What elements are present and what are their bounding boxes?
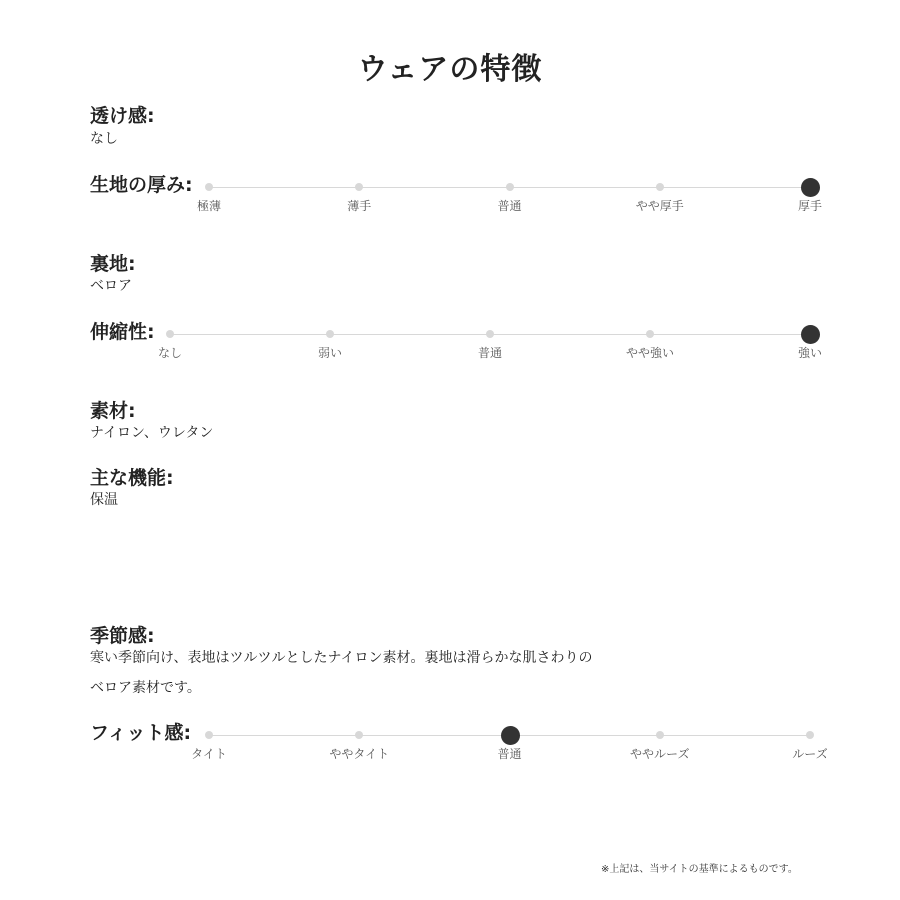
stretch-scale-option-label: 普通 (477, 346, 503, 360)
thickness-scale-option-label: 薄手 (347, 199, 372, 213)
footnote: ※上記は、当サイトの基準によるものです。 (601, 864, 798, 875)
fit-scale-option-label: ややタイト (329, 747, 390, 761)
stretch-scale-dot (326, 330, 334, 338)
thickness-scale-dot (656, 183, 664, 191)
fit-scale-dot (806, 731, 814, 739)
stretch-scale-option-label: 弱い (317, 346, 343, 360)
fit-scale (191, 735, 828, 775)
material-value: ナイロン、ウレタン (90, 425, 214, 441)
material-label: 素材: (90, 400, 136, 422)
thickness-scale-dot (355, 183, 363, 191)
fit-scale-option-label: 普通 (497, 747, 522, 761)
fit-scale-option-label: ややルーズ (630, 747, 690, 761)
stretch-scale-option-label: やや強い (625, 346, 675, 360)
stretch-scale-option-label: 強い (797, 346, 823, 360)
lining-value: ベロア (90, 278, 132, 294)
fit-scale-dot (355, 731, 363, 739)
thickness-scale-option-label: 極薄 (196, 199, 222, 213)
thickness-scale-option-label: 普通 (497, 199, 522, 213)
season-description-line1: 寒い季節向け、表地はツルツルとしたナイロン素材。裏地は滑らかな肌さわりの (90, 650, 593, 666)
stretch-scale-dot (166, 330, 174, 338)
thickness-label: 生地の厚み: (90, 174, 193, 196)
thickness-scale-option-label: 厚手 (797, 199, 823, 213)
thickness-scale-selected-marker (801, 178, 820, 197)
lining-label: 裏地: (90, 253, 136, 275)
fit-scale-dot (656, 731, 664, 739)
transparency-label: 透け感: (90, 105, 155, 127)
thickness-scale-option-label: やや厚手 (635, 199, 684, 213)
thickness-scale-dot (506, 183, 514, 191)
stretch-scale-selected-marker (801, 325, 820, 344)
season-description-line2: ベロア素材です。 (90, 680, 201, 696)
function-value: 保温 (90, 492, 118, 508)
stretch-scale-option-label: なし (157, 346, 183, 360)
season-label: 季節感: (90, 625, 155, 647)
stretch-scale-dot (646, 330, 654, 338)
transparency-value: なし (90, 131, 118, 147)
stretch-scale (157, 334, 823, 374)
thickness-scale (196, 187, 823, 227)
fit-scale-selected-marker (501, 726, 520, 745)
page-title: ウェアの特徴 (357, 52, 543, 87)
fit-scale-option-label: ルーズ (792, 747, 828, 761)
function-label: 主な機能: (90, 467, 174, 489)
fit-scale-dot (205, 731, 213, 739)
thickness-scale-dot (205, 183, 213, 191)
stretch-scale-dot (486, 330, 494, 338)
fit-label: フィット感: (90, 722, 192, 744)
stretch-label: 伸縮性: (90, 321, 155, 343)
fit-scale-option-label: タイト (191, 747, 227, 761)
